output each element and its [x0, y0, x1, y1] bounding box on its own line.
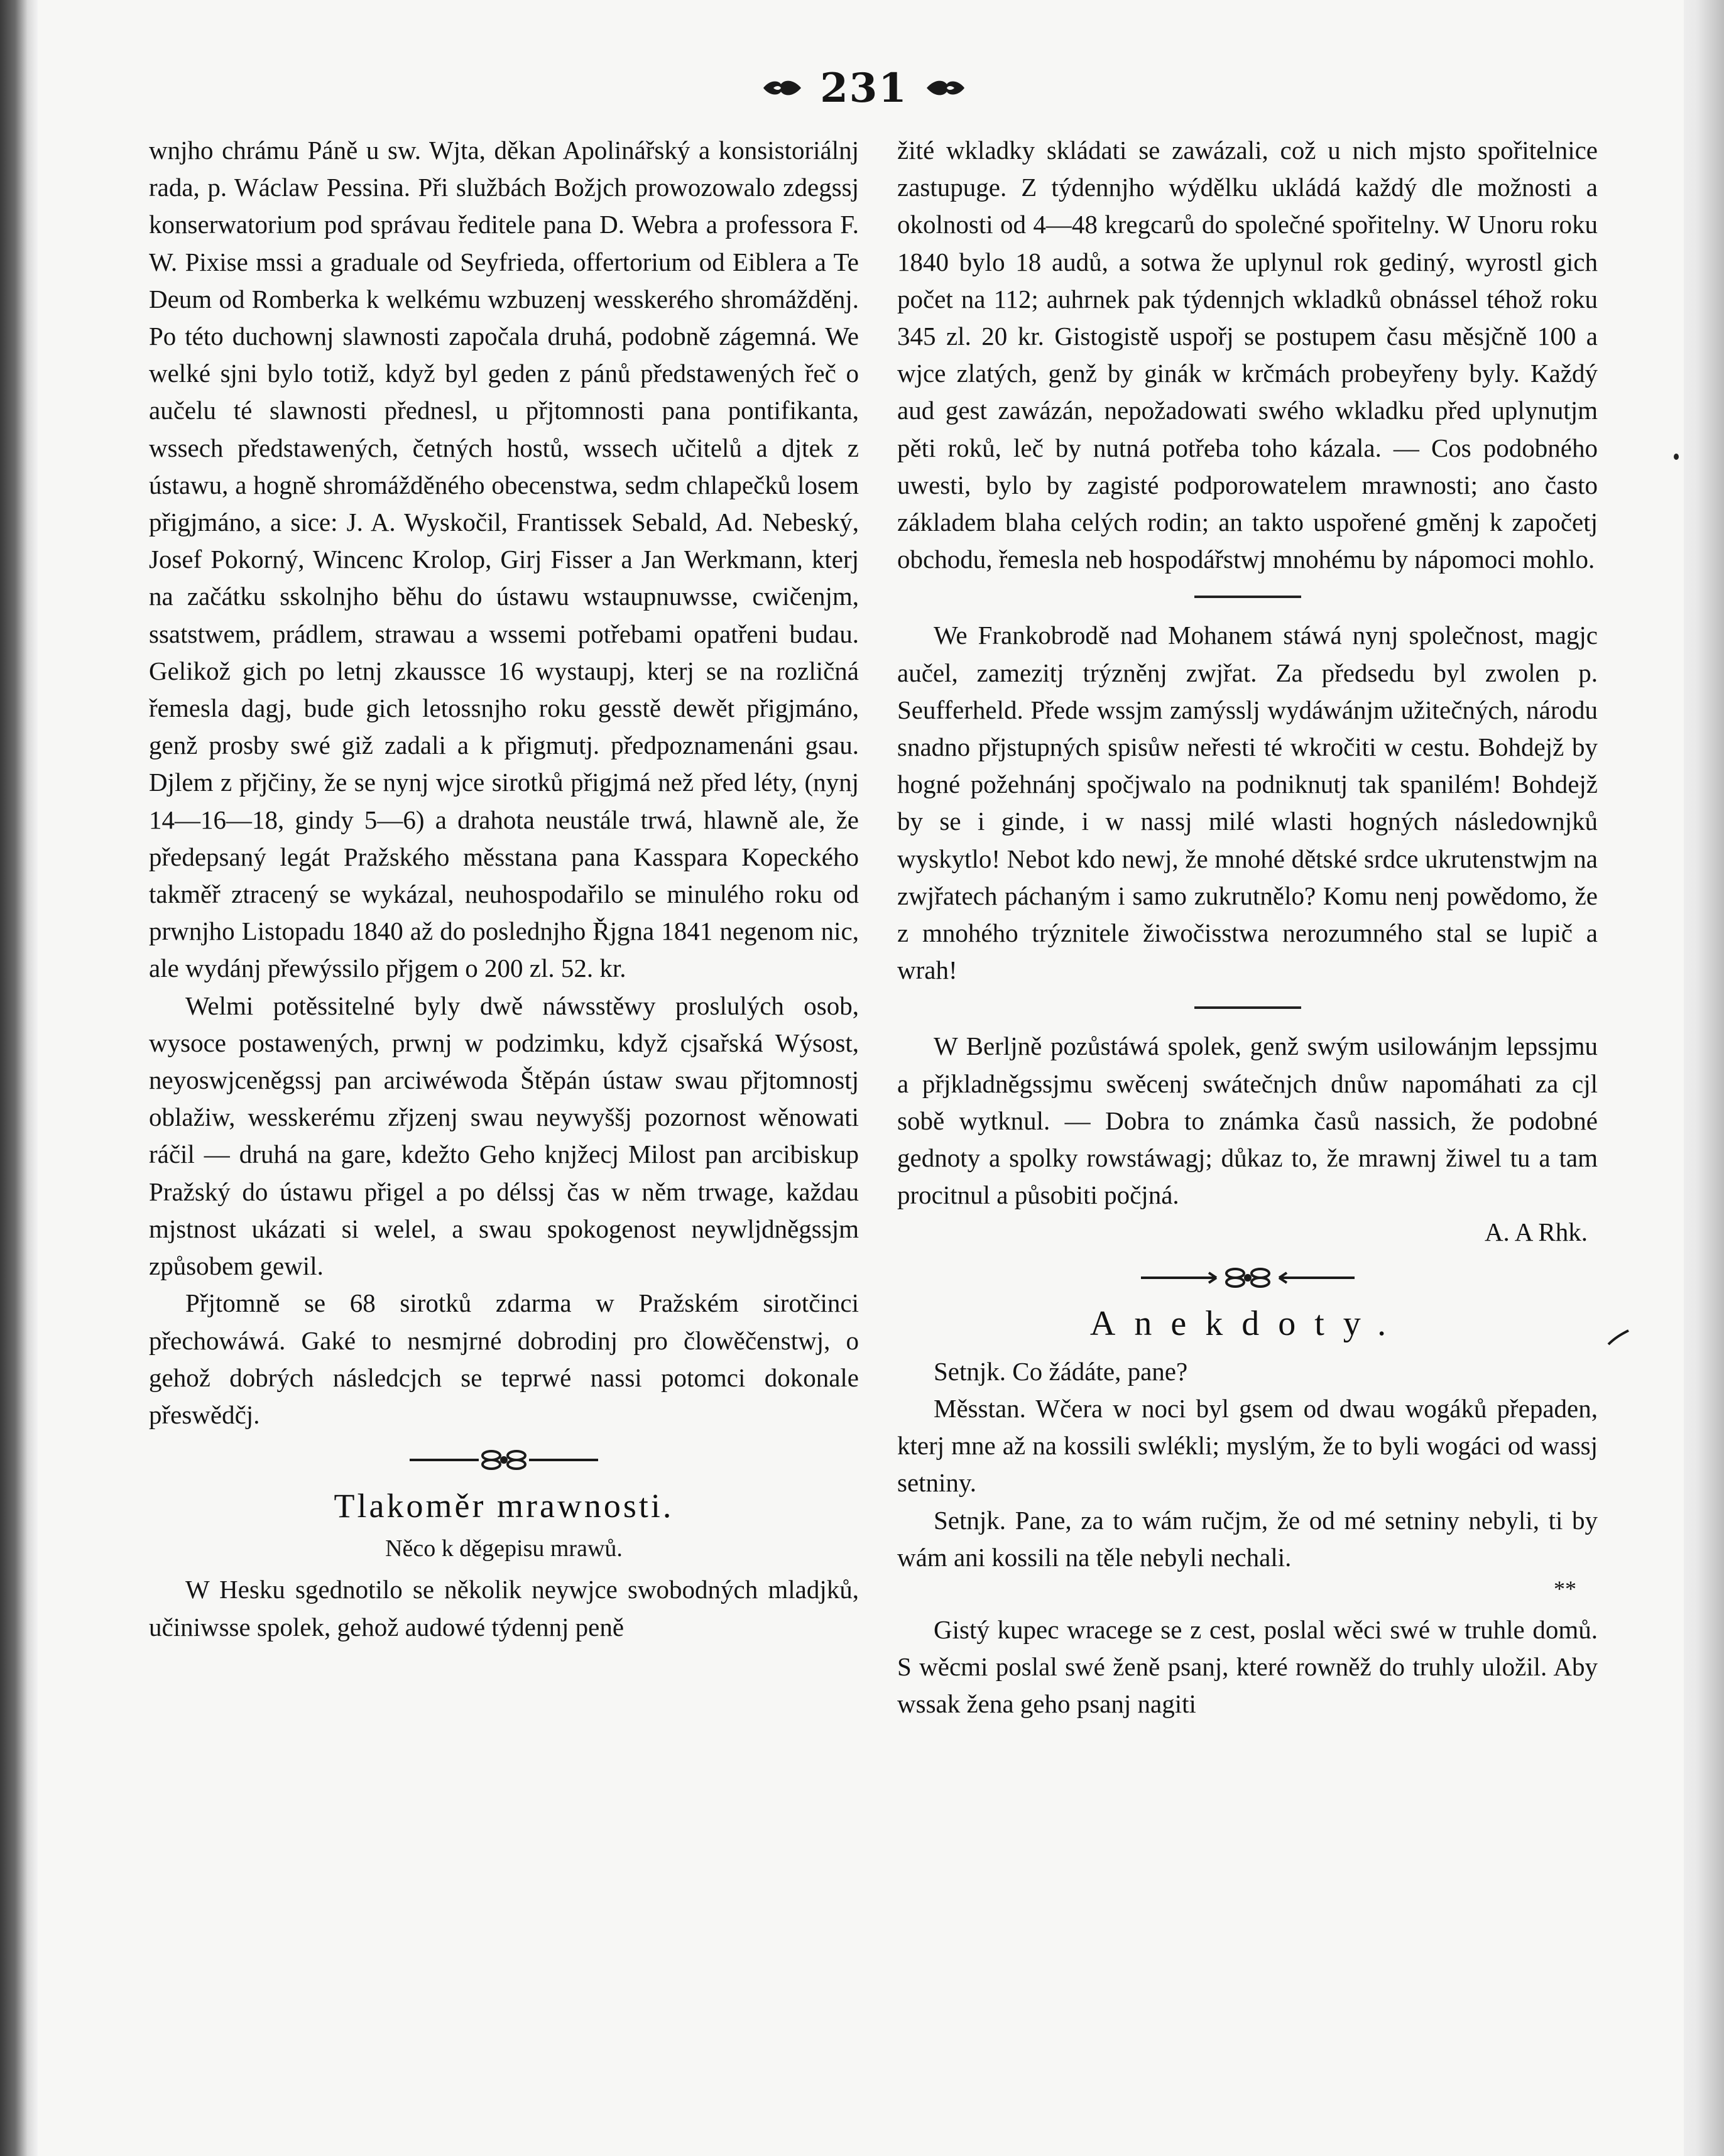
dialogue-text: Wčera w noci byl gsem od dwau wogáků přepaden, kterj mne až na kossili swlékli; myslým, že to byli wogáci od wassj setniny. — [897, 1393, 1598, 1498]
margin-speck — [1674, 454, 1679, 460]
dialogue-speaker: Setnjk. — [934, 1505, 1007, 1535]
margin-mark-icon — [1606, 1326, 1631, 1351]
left-paragraph-2: Welmi potěssitelné byly dwě náwsstěwy proslulých osob, wysoce postawených, prwnj w podzimku, když cjsařská Wýsost, neyoswjceněgssj pan arciwéwoda Štěpán ústaw swau přjtomnostj oblažiw, wesskerému zřjzenj swau neywyššj pozornost wěnowati ráčil — druhá na gare, kdežto Geho knjžecj Milost pan arcibiskup Pražský do ústawu přigel a po délssj čas w něm trwage, každau mjstnost ukázati si welel, a swau spokogenost neywljdněgssjm způsobem gewil. — [149, 991, 859, 1281]
anecdotes-ornament-icon — [1141, 1264, 1355, 1292]
article-title: Tlakoměr mrawnosti. — [334, 1487, 674, 1525]
right-fleuron-icon — [925, 75, 966, 101]
dialogue-speaker: Měsstan. — [934, 1393, 1026, 1423]
dialogue-text: Co žádáte, pane? — [1012, 1356, 1188, 1386]
dialogue-line — [897, 1353, 1598, 1390]
dialogue-line — [897, 1390, 1598, 1502]
dialogue-text: Pane, za to wám ručjm, že od mé setniny nebyli, ti by wám ani kossili na těle nebyli nechali. — [897, 1505, 1598, 1572]
section-stars: ** — [1554, 1576, 1576, 1601]
right-paragraph-4: Gistý kupec wracege se z cest, poslal wěci swé w truhle domů. S wěcmi poslal swé ženě psanj, které rowněž do truhly uložil. Aby wssak žena geho psanj nagiti — [897, 1614, 1598, 1719]
dialogue-speaker: Setnjk. — [934, 1356, 1007, 1386]
section-rule — [1194, 596, 1301, 598]
dialogue-line — [897, 1502, 1598, 1576]
left-paragraph-1: wnjho chrámu Páně u sw. Wjta, děkan Apolinářský a konsistoriálnj rada, p. Wáclaw Pessina. Při službách Božjch prowozowalo zdegssj konserwatorium pod správau ředitele pana D. Webra a professora F. W. Pixise mssi a graduale od Seyfrieda, offertorium od Eiblera a Te Deum od Romberka k welkému wzbuzenj wesskerého shromážděnj. Po této duchownj slawnosti započala druhá, podobně zágemná. We welké sjni bylo totiž, když byl geden z pánů předstawených řeč o aučelu té slawnosti přednesl, u přjtomnosti pana pontifikanta, wssech předstawených, četných hostů, wssech učitelů a djtek z ústawu, a hogně shromážděného obecenstwa, sedm chlapečků losem přigjmáno, a sice: J. A. Wyskočil, Frantissek Sebald, Ad. Nebeský, Josef Pokorný, Wincenc Krolop, Girj Fisser a Jan Werkmann, kterj na začátku sskolnjho běhu do ústawu wstaupnuwsse, cwičenjm, ssatstwem, prádlem, strawau a wssemi potřebami opatřeni budau. Gelikož gich po letnj zkaussce 16 wystaupj, kterj se na rozličná řemesla dagj, bude gich letossnjho roku gesstě dewět přigjmáno, genž prosby swé giž zadali a k přigmutj. předpoznamenáni gsau. Djlem z přjčiny, že se nynj wjce sirotků přigjmá než před léty, (nynj 14—16—18, gindy 5—6) a drahota neustále trwá, hlawně ale, že předepsaný legát Pražského měsstana pana Kasspara Kopeckého takměř ztracený se wykázal, neuhospodařilo se minulého roku od prwnjho Listopadu 1840 až do poslednjho Řjgna 1841 negenom nic, ale wydánj přewýssilo přjgem o 200 zl. 52. kr. — [149, 136, 859, 983]
anecdotes-title: Anekdoty. — [1089, 1304, 1405, 1343]
left-paragraph-3: Přjtomně se 68 sirotků zdarma w Pražském sirotčinci přechowáwá. Gaké to nesmjrné dobrodinj pro člowěčenstwj, o gehož dobrých následcjch se teprwé nassi potomci dokonale přeswědčj. — [149, 1288, 859, 1429]
right-paragraph-2: We Frankobrodě nad Mohanem stáwá nynj společnost, magjc aučel, zamezitj trýzněnj zwjřat. Za předsedu byl zwolen p. Seufferheld. Přede wssjm zamýsslj wydáwánjm užitečných, národu snadno přjstupných spisůw neřesti té wkročiti w cestu. Bohdejž by hogné požehnánj spočjwalo na podniknutj tak spanilém! Bohdejž by se i ginde, i w nassj milé wlasti hogných následownjků wyskytlo! Nebot kdo newj, že mnohé dětské srdce ukrutenstwjm na zwjřatech páchaným i samo zukrutnělo? Komu nenj powědomo, že z mnohého trýznitele žiwočisstwa nerozumného stal se lupič a wrah! — [897, 621, 1598, 985]
section-rule — [1194, 1006, 1301, 1009]
article-subtitle: Něco k děgepisu mrawů. — [385, 1535, 623, 1562]
page-number: 231 — [820, 64, 908, 112]
author-signature: A. A Rhk. — [1484, 1217, 1588, 1247]
right-paragraph-3: W Berljně pozůstáwá spolek, genž swým usilowánjm lepssjmu a přjkladněgssjmu swěcenj swátečnjch dnůw napomáhati za cjl sobě wytknul. — Dobra to známka časů nassich, že podobné gednoty a spolky rowstáwagj; důkaz to, že mrawnj žiwel tu a tam procitnul a působiti počjná. — [897, 1032, 1598, 1210]
left-fleuron-icon — [762, 75, 802, 101]
right-paragraph-1: žité wkladky skládati se zawázali, což u nich mjsto spořitelnice zastupuge. Z týdennjho wýdělku ukládá každý dle možnosti a okolnosti od 4—48 kregcarů do společné spořitelny. W Unoru roku 1840 bylo 18 audů, a sotwa že uplynul rok gediný, wyrostl gich počet na 112; auhrnek pak týdennjch wkladků obnássel téhož roku 345 zl. 20 kr. Gistogistě uspořj se postupem času měsjčně 100 a wjce zlatých, genž by ginák w krčmách probeyřeny byly. Každý aud gest zawázán, nepožadowati swého wkladku před uplynutjm pěti roků, leč by nutná potřeba toho kázala. — Cos podobného uwesti, bylo by zagisté podporowatelem mrawnosti; ano často základem blaha celých rodin; an takto uspořené gměnj k započetj obchodu, řemesla neb hospodářstwj mnohému by nápomoci mohlo. — [897, 136, 1598, 574]
divider-ornament-icon — [410, 1446, 598, 1474]
page-header — [723, 60, 1005, 116]
right-column — [897, 132, 1598, 1723]
left-column — [149, 132, 859, 1646]
article-body: W Hesku sgednotilo se několik neywjce swobodných mladjků, učiniwsse spolek, gehož audowé týdennj peně — [149, 1575, 859, 1642]
